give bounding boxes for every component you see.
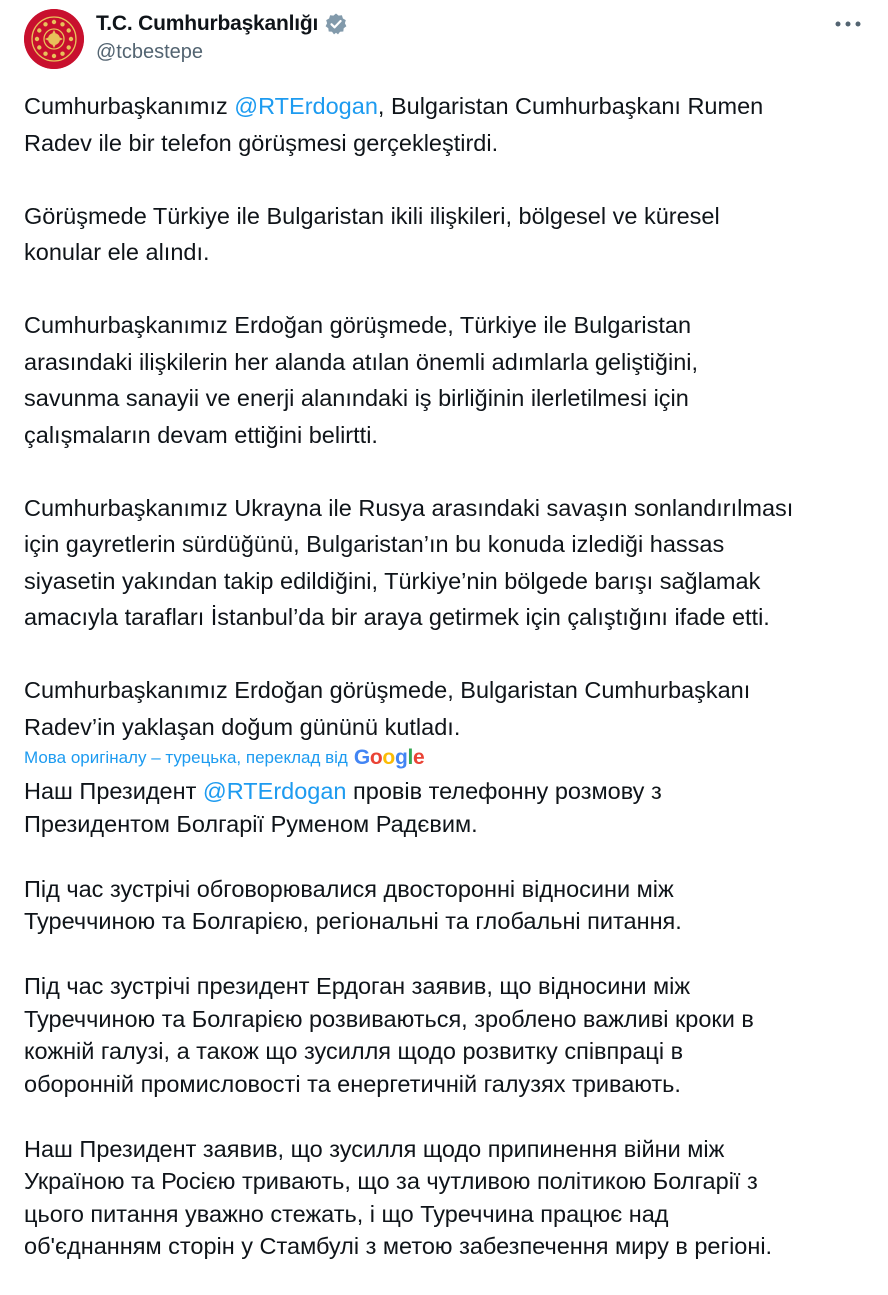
- paragraph-text: Cumhurbaşkanımız: [24, 93, 235, 119]
- paragraph-text: провів телефонну розмову з Президентом Болгарії Руменом Радєвим.: [24, 778, 662, 837]
- translation-note[interactable]: Мова оригіналу – турецька, переклад від: [24, 748, 348, 767]
- paragraph-text: , Bulgaristan Cumhurbaşkanı Rumen Radev ile bir telefon görüşmesi gerçekleştirdi.: [24, 93, 764, 156]
- tweet-paragraph: Cumhurbaşkanımız Ukrayna ile Rusya arasındaki savaşın sonlandırılması için gayretlerin sürdüğünü, Bulgaristan’ın bu konuda izlediği hassas siyasetin yakından takip edildiğini, Türkiye’nin bölgede barışı sağlamak amacıyla tarafları İstanbul’da bir araya getirmek için çalıştığını ifade etti.: [24, 494, 794, 630]
- display-name[interactable]: T.C. Cumhurbaşkanlığı: [96, 12, 319, 35]
- mention-link[interactable]: @RTErdogan: [202, 778, 347, 804]
- paragraph-text: Наш Президент: [24, 778, 203, 804]
- tweet-paragraph: Görüşmede Türkiye ile Bulgaristan ikili ilişkileri, bölgesel ve küresel konular ele alındı.: [24, 202, 720, 265]
- display-name-row: [96, 10, 348, 38]
- tweet-paragraph: Cumhurbaşkanımız Erdoğan görüşmede, Bulgaristan Cumhurbaşkanı Radev’in yaklaşan doğum gününü kutladı.: [24, 677, 751, 740]
- translated-paragraph: [24, 775, 876, 840]
- mention-link[interactable]: @RTErdogan: [234, 93, 378, 119]
- translated-paragraph: Під час зустрічі президент Ердоган заявив, що відносини між Туреччиною та Болгарією розвиваються, зроблено важливі кроки в кожній галузі, а також що зусилля щодо розвитку співпраці в оборонній промисловості та енергетичній галузях тривають.: [24, 973, 754, 1097]
- translated-paragraph: Під час зустрічі обговорювалися двосторонні відносини між Туреччиною та Болгарією, регіональні та глобальні питання.: [24, 875, 682, 934]
- tweet-paragraph: Cumhurbaşkanımız Erdoğan görüşmede, Türkiye ile Bulgaristan arasındaki ilişkilerin her alanda atılan önemli adımlarla geliştiğini, savunma sanayii ve enerji alanındaki iş birliğinin ilerletilmesi için çalışmaların devam ettiğini belirtti.: [24, 312, 699, 448]
- tweet-header: [0, 0, 888, 80]
- verified-badge-icon[interactable]: [324, 12, 348, 36]
- presidential-seal-icon: [24, 9, 84, 69]
- avatar[interactable]: [24, 9, 84, 69]
- handle[interactable]: @tcbestepe: [96, 41, 204, 63]
- google-logo: Google: [353, 745, 425, 769]
- tweet-body: [24, 88, 876, 1295]
- more-options-icon[interactable]: [830, 10, 866, 38]
- tweet-paragraph: [24, 88, 876, 161]
- translation-attribution[interactable]: [24, 745, 876, 771]
- translated-paragraph: Наш Президент заявив, що зусилля щодо припинення війни між Україною та Росією тривають, що за чутливою політикою Болгарії з цього питання уважно стежать, і що Туреччина працює над об'єднанням сторін у Стамбулі з метою забезпечення миру в регіоні.: [24, 1135, 773, 1259]
